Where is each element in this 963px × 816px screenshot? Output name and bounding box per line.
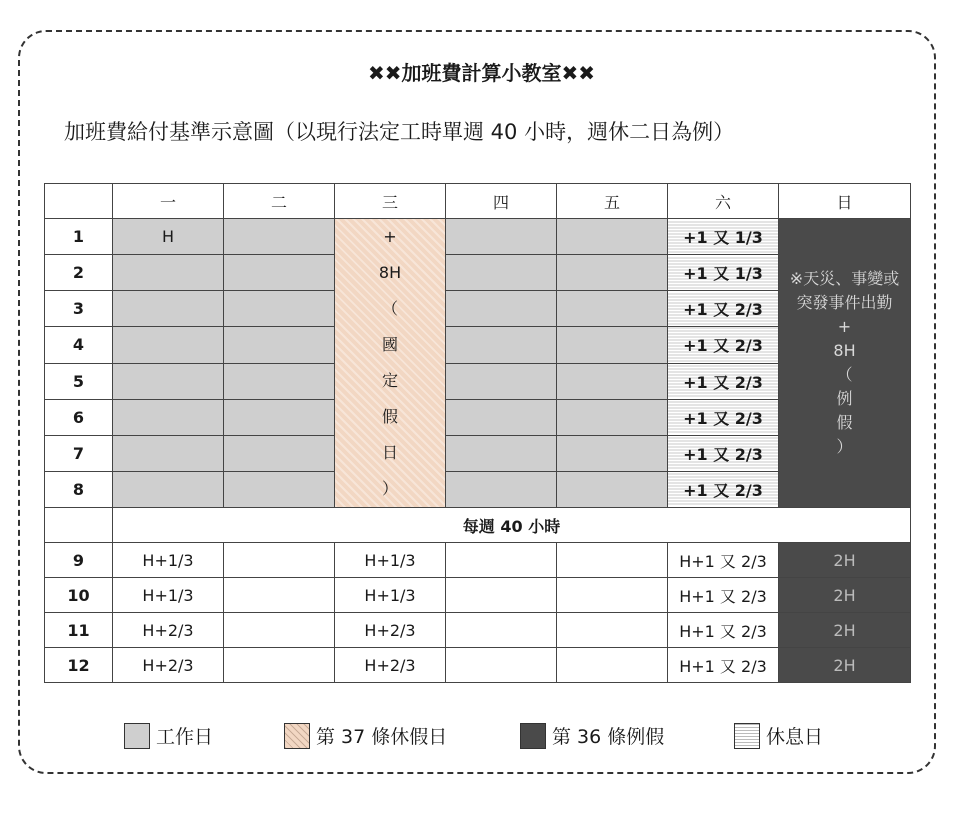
sat-cell: +1 又 2/3	[668, 327, 779, 363]
sunday-line: （	[836, 365, 853, 384]
sunday-line: 8H	[833, 341, 856, 360]
wed-cell: H+1/3	[335, 543, 446, 578]
legend-regular-day-off	[520, 722, 664, 749]
legend-rest-day	[734, 722, 823, 749]
week-total-label: 每週 40 小時	[113, 508, 911, 543]
tue-cell	[224, 613, 335, 648]
national-holiday-cell	[335, 219, 446, 508]
thu-cell	[446, 648, 557, 683]
wed-cell: H+2/3	[335, 648, 446, 683]
mon-cell: H+2/3	[113, 613, 224, 648]
row-number: 6	[45, 399, 113, 435]
sat-cell: +1 又 1/3	[668, 255, 779, 291]
legend-label: 工作日	[156, 726, 214, 748]
fri-cell	[557, 363, 668, 399]
tue-cell	[224, 399, 335, 435]
tue-cell	[224, 435, 335, 471]
thu-cell	[446, 219, 557, 255]
mon-cell	[113, 471, 224, 507]
header-mon: 一	[113, 184, 224, 219]
fri-cell	[557, 291, 668, 327]
holiday-line: 定	[381, 371, 398, 390]
tue-cell	[224, 578, 335, 613]
legend-label: 第 37 條休假日	[316, 726, 448, 748]
header-cell	[45, 184, 113, 219]
sat-cell: +1 又 1/3	[668, 219, 779, 255]
sun-cell: 2H	[779, 543, 911, 578]
holiday-line: （	[381, 299, 398, 318]
sun-cell: 2H	[779, 578, 911, 613]
header-thu: 四	[446, 184, 557, 219]
mon-cell	[113, 435, 224, 471]
sat-cell: +1 又 2/3	[668, 435, 779, 471]
tue-cell	[224, 543, 335, 578]
rest-day-swatch	[734, 723, 760, 749]
mon-cell	[113, 399, 224, 435]
fri-cell	[557, 471, 668, 507]
mon-cell: H	[113, 219, 224, 255]
thu-cell	[446, 543, 557, 578]
thu-cell	[446, 613, 557, 648]
thu-cell	[446, 363, 557, 399]
sunday-line: 突發事件出勤	[796, 293, 893, 312]
fri-cell	[557, 435, 668, 471]
sat-cell: H+1 又 2/3	[668, 613, 779, 648]
thu-cell	[446, 255, 557, 291]
mon-cell	[113, 363, 224, 399]
mon-cell: H+1/3	[113, 543, 224, 578]
tue-cell	[224, 363, 335, 399]
table-row	[45, 543, 911, 578]
fri-cell	[557, 327, 668, 363]
sunday-line: ）	[836, 437, 853, 456]
wed-cell: H+2/3	[335, 613, 446, 648]
sat-cell: H+1 又 2/3	[668, 578, 779, 613]
sun-cell: 2H	[779, 648, 911, 683]
tue-cell	[224, 648, 335, 683]
sat-cell: +1 又 2/3	[668, 471, 779, 507]
row-number: 11	[45, 613, 113, 648]
thu-cell	[446, 327, 557, 363]
legend-label: 休息日	[766, 726, 824, 748]
sunday-line: 假	[836, 413, 853, 432]
header-tue: 二	[224, 184, 335, 219]
tue-cell	[224, 219, 335, 255]
mon-cell	[113, 291, 224, 327]
fri-cell	[557, 648, 668, 683]
mon-cell	[113, 327, 224, 363]
sunday-rest-cell	[779, 219, 911, 508]
tue-cell	[224, 471, 335, 507]
fri-cell	[557, 543, 668, 578]
header-row	[45, 184, 911, 219]
page-title: ✖✖加班費計算小教室✖✖	[367, 61, 596, 85]
holiday-line: 國	[381, 335, 398, 354]
row-number	[45, 508, 113, 543]
holiday-swatch	[284, 723, 310, 749]
fri-cell	[557, 255, 668, 291]
holiday-line: 日	[381, 443, 398, 462]
fri-cell	[557, 399, 668, 435]
fri-cell	[557, 219, 668, 255]
workday-swatch	[124, 723, 150, 749]
header-fri: 五	[557, 184, 668, 219]
legend-national-holiday	[284, 722, 447, 749]
wed-cell: H+1/3	[335, 578, 446, 613]
holiday-line: +	[383, 227, 397, 246]
row-number: 10	[45, 578, 113, 613]
mon-cell	[113, 255, 224, 291]
row-number: 12	[45, 648, 113, 683]
sat-cell: +1 又 2/3	[668, 399, 779, 435]
header-sat: 六	[668, 184, 779, 219]
row-number: 9	[45, 543, 113, 578]
thu-cell	[446, 578, 557, 613]
row-number: 5	[45, 363, 113, 399]
sat-cell: +1 又 2/3	[668, 291, 779, 327]
mon-cell: H+2/3	[113, 648, 224, 683]
sat-cell: H+1 又 2/3	[668, 648, 779, 683]
week-total-row	[45, 508, 911, 543]
row-number: 4	[45, 327, 113, 363]
sunday-line: ※天災、事變或	[789, 269, 900, 288]
legend-workday	[124, 722, 213, 749]
legend-label: 第 36 條例假	[552, 726, 665, 748]
thu-cell	[446, 291, 557, 327]
holiday-line: 假	[381, 407, 398, 426]
row-number: 3	[45, 291, 113, 327]
day-off-swatch	[520, 723, 546, 749]
row-number: 1	[45, 219, 113, 255]
thu-cell	[446, 399, 557, 435]
overtime-table	[44, 183, 911, 683]
table-row	[45, 219, 911, 255]
tue-cell	[224, 255, 335, 291]
mon-cell: H+1/3	[113, 578, 224, 613]
row-number: 8	[45, 471, 113, 507]
tue-cell	[224, 291, 335, 327]
row-number: 7	[45, 435, 113, 471]
row-number: 2	[45, 255, 113, 291]
sun-cell: 2H	[779, 613, 911, 648]
sat-cell: H+1 又 2/3	[668, 543, 779, 578]
sunday-line: 例	[836, 389, 853, 408]
fri-cell	[557, 613, 668, 648]
tue-cell	[224, 327, 335, 363]
table-row	[45, 578, 911, 613]
thu-cell	[446, 435, 557, 471]
fri-cell	[557, 578, 668, 613]
page-subtitle: 加班費給付基準示意圖（以現行法定工時單週 40 小時，週休二日為例）	[64, 120, 735, 144]
table-row	[45, 648, 911, 683]
table-row	[45, 613, 911, 648]
sat-cell: +1 又 2/3	[668, 363, 779, 399]
holiday-line: ）	[381, 479, 398, 498]
header-wed: 三	[335, 184, 446, 219]
holiday-line: 8H	[378, 263, 402, 282]
thu-cell	[446, 471, 557, 507]
header-sun: 日	[779, 184, 911, 219]
sunday-line: +	[837, 317, 852, 336]
